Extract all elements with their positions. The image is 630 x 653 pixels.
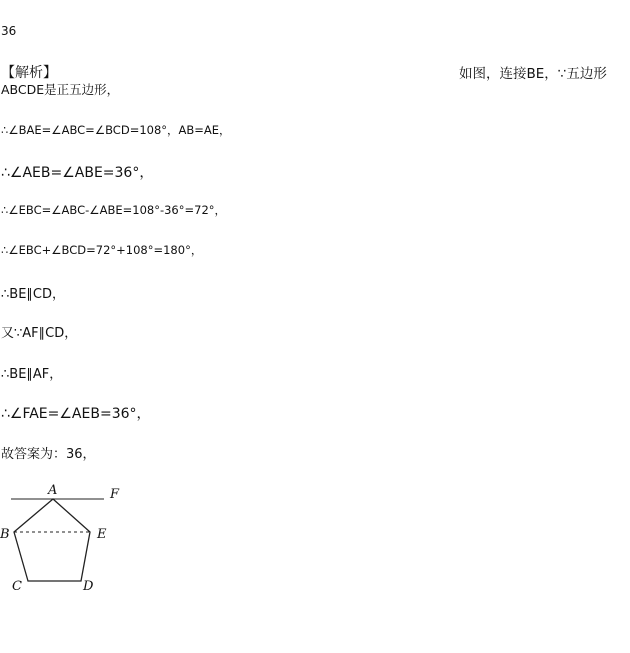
label-f: F <box>110 487 120 502</box>
step-5: ∴BE∥CD， <box>1 287 65 302</box>
step-4: ∴∠EBC+∠BCD=72°+108°=180°， <box>1 243 203 257</box>
analysis-intro-continued: ABCDE是正五边形， <box>1 82 120 97</box>
answer-value: 36 <box>1 24 17 38</box>
label-b: B <box>0 527 10 542</box>
step-1: ∴∠BAE=∠ABC=∠BCD=108°，AB=AE， <box>1 123 231 137</box>
label-d: D <box>83 579 94 594</box>
analysis-intro: 如图，连接BE，∵五边形 <box>459 66 607 82</box>
label-a: A <box>48 483 58 498</box>
label-c: C <box>12 579 22 594</box>
pentagon-figure <box>0 478 135 598</box>
step-7: ∴BE∥AF， <box>1 367 63 382</box>
label-e: E <box>97 527 107 542</box>
step-3: ∴∠EBC=∠ABC-∠ABE=108°-36°=72°， <box>1 203 227 217</box>
step-9: 故答案为：36， <box>1 447 96 462</box>
step-8: ∴∠FAE=∠AEB=36°， <box>1 406 151 422</box>
step-2: ∴∠AEB=∠ABE=36°， <box>1 165 154 181</box>
step-6: 又∵AF∥CD， <box>1 326 78 341</box>
analysis-label: 【解析】 <box>1 65 57 81</box>
pentagon-abcde <box>14 499 90 581</box>
